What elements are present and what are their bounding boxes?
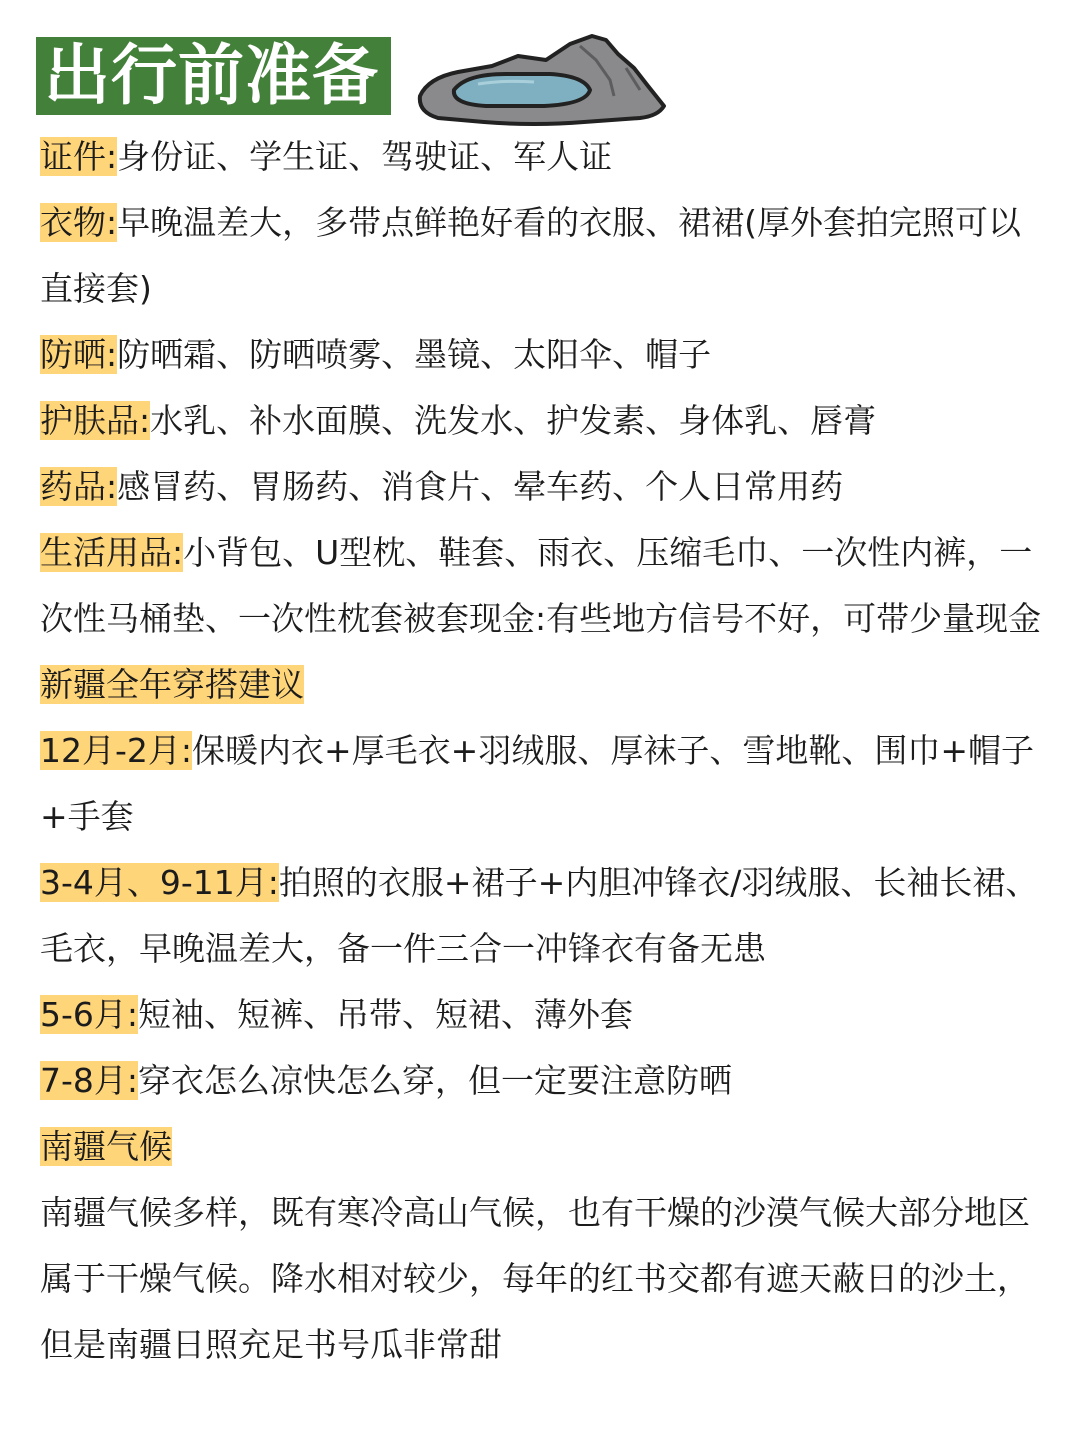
page-title: 出行前准备 bbox=[36, 37, 391, 115]
outfit-item-label: 12月-2月: bbox=[40, 731, 193, 770]
climate-text: 南疆气候多样，既有寒冷高山气候，也有干燥的沙漠气候大部分地区属于干燥气候。降水相对较少，每年的红书交都有遮天蔽日的沙土，但是南疆日照充足书号瓜非常甜 bbox=[40, 1193, 1030, 1364]
daily-label: 生活用品: bbox=[40, 533, 184, 572]
content-body bbox=[40, 124, 1050, 1378]
outfit-item-label: 7-8月: bbox=[40, 1061, 139, 1100]
sunscreen-text: 防晒霜、防晒喷雾、墨镜、太阳伞、帽子 bbox=[117, 335, 712, 374]
skincare-label: 护肤品: bbox=[40, 401, 151, 440]
outfit-item-text: 保暖内衣+厚毛衣+羽绒服、厚袜子、雪地靴、围巾+帽子+手套 bbox=[40, 731, 1034, 836]
medicine-text: 感冒药、胃肠药、消食片、晕车药、个人日常用药 bbox=[117, 467, 844, 506]
medicine-label: 药品: bbox=[40, 467, 118, 506]
daily-line bbox=[40, 520, 1050, 652]
documents-label: 证件: bbox=[40, 137, 118, 176]
documents-line bbox=[40, 124, 1050, 190]
documents-text: 身份证、学生证、驾驶证、军人证 bbox=[117, 137, 613, 176]
outfit-item-text: 穿衣怎么凉快怎么穿，但一定要注意防晒 bbox=[138, 1061, 733, 1100]
clothing-text: 早晚温差大，多带点鲜艳好看的衣服、裙裙(厚外套拍完照可以直接套) bbox=[40, 203, 1021, 308]
clothing-label: 衣物: bbox=[40, 203, 118, 242]
climate-heading-line bbox=[40, 1114, 1050, 1180]
medicine-line bbox=[40, 454, 1050, 520]
outfit-heading: 新疆全年穿搭建议 bbox=[40, 665, 304, 704]
skincare-line bbox=[40, 388, 1050, 454]
outfit-item-label: 3-4月、9-11月: bbox=[40, 863, 279, 902]
outfit-item bbox=[40, 850, 1050, 982]
title-block bbox=[36, 37, 391, 115]
sunscreen-label: 防晒: bbox=[40, 335, 118, 374]
outfit-item-label: 5-6月: bbox=[40, 995, 139, 1034]
outfit-item-text: 拍照的衣服+裙子+内胆冲锋衣/羽绒服、长袖长裙、毛衣，早晚温差大，备一件三合一冲锋衣有备无患 bbox=[40, 863, 1039, 968]
daily-text: 小背包、U型枕、鞋套、雨衣、压缩毛巾、一次性内裤，一次性马桶垫、一次性枕套被套现金:有些地方信号不好，可带少量现金 bbox=[40, 533, 1042, 638]
clothing-line bbox=[40, 190, 1050, 322]
outfit-heading-line bbox=[40, 652, 1050, 718]
outfit-item bbox=[40, 1048, 1050, 1114]
outfit-item-text: 短袖、短裤、吊带、短裙、薄外套 bbox=[138, 995, 634, 1034]
sunscreen-line bbox=[40, 322, 1050, 388]
outfit-item bbox=[40, 982, 1050, 1048]
outfit-item bbox=[40, 718, 1050, 850]
climate-heading: 南疆气候 bbox=[40, 1127, 172, 1166]
rock-pond-icon bbox=[414, 34, 670, 126]
skincare-text: 水乳、补水面膜、洗发水、护发素、身体乳、唇膏 bbox=[150, 401, 877, 440]
